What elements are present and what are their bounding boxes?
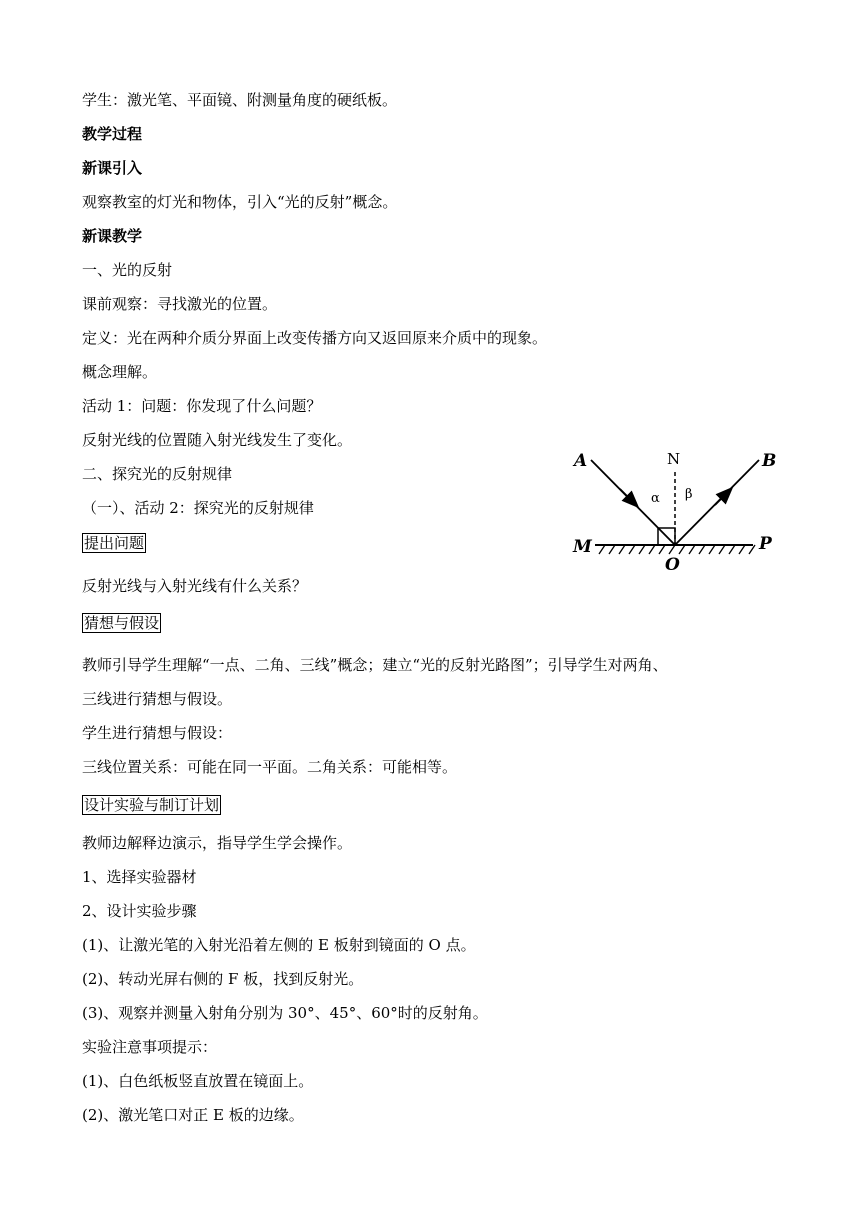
text-line: (1)、白色纸板竖直放置在镜面上。 — [82, 1072, 314, 1090]
boxed-heading-wrapper — [82, 533, 146, 553]
text-line: 定义：光在两种介质分界面上改变传播方向又返回原来介质中的现象。 — [82, 329, 548, 347]
text-line: 教师引导学生理解“一点、二角、三线”概念；建立“光的反射光路图”；引导学生对两角、 — [82, 656, 668, 674]
text-line: (2)、激光笔口对正 E 板的边缘。 — [82, 1106, 304, 1124]
text-line: 学生进行猜想与假设： — [82, 724, 233, 742]
text-line: 教师边解释边演示，指导学生学会操作。 — [82, 834, 353, 852]
text-line: 三线进行猜想与假设。 — [82, 690, 233, 708]
text-line: 学生：激光笔、平面镜、附测量角度的硬纸板。 — [82, 91, 398, 109]
label-n: N — [667, 450, 681, 468]
boxed-heading-wrapper — [82, 795, 221, 815]
label-a: A — [574, 451, 588, 471]
label-p: P — [759, 534, 772, 554]
text-line: 2、设计实验步骤 — [82, 902, 197, 920]
boxed-heading-hypothesis: 猜想与假设 — [84, 614, 160, 632]
boxed-heading-raise-question: 提出问题 — [84, 534, 145, 552]
label-o: O — [665, 555, 680, 575]
text-line: 1、选择实验器材 — [82, 868, 197, 886]
heading-teaching-process: 教学过程 — [82, 125, 143, 143]
text-line: 观察教室的灯光和物体，引入“光的反射”概念。 — [82, 193, 398, 211]
text-line: 概念理解。 — [82, 363, 158, 381]
label-b: B — [762, 451, 777, 471]
text-line: (1)、让激光笔的入射光沿着左侧的 E 板射到镜面的 O 点。 — [82, 936, 476, 954]
text-line: 二、探究光的反射规律 — [82, 465, 233, 483]
text-line: 反射光线的位置随入射光线发生了变化。 — [82, 431, 353, 449]
text-line: 一、光的反射 — [82, 261, 173, 279]
label-m: M — [573, 537, 592, 557]
text-line: 活动 1：问题：你发现了什么问题？ — [82, 397, 322, 415]
mirror-hatching — [599, 545, 755, 554]
reflection-diagram — [565, 440, 795, 580]
incident-ray — [591, 460, 675, 545]
incident-ray-arrow — [620, 489, 633, 502]
text-line: 课前观察：寻找激光的位置。 — [82, 295, 278, 313]
boxed-heading-design-experiment: 设计实验与制订计划 — [84, 796, 220, 814]
label-beta: β — [685, 487, 693, 502]
text-line: 实验注意事项提示： — [82, 1038, 218, 1056]
heading-new-lesson-intro: 新课引入 — [82, 159, 143, 177]
boxed-heading-wrapper — [82, 613, 161, 633]
text-line: (3)、观察并测量入射角分别为 30°、45°、60°时的反射角。 — [82, 1004, 488, 1022]
text-line: (2)、转动光屏右侧的 F 板，找到反射光。 — [82, 970, 364, 988]
reflected-ray-arrow — [715, 493, 727, 505]
text-line: （一）、活动 2：探究光的反射规律 — [82, 499, 314, 517]
text-line: 三线位置关系：可能在同一平面。二角关系：可能相等。 — [82, 758, 458, 776]
heading-new-lesson: 新课教学 — [82, 227, 143, 245]
text-line: 反射光线与入射光线有什么关系？ — [82, 577, 308, 595]
label-alpha: α — [651, 491, 660, 506]
